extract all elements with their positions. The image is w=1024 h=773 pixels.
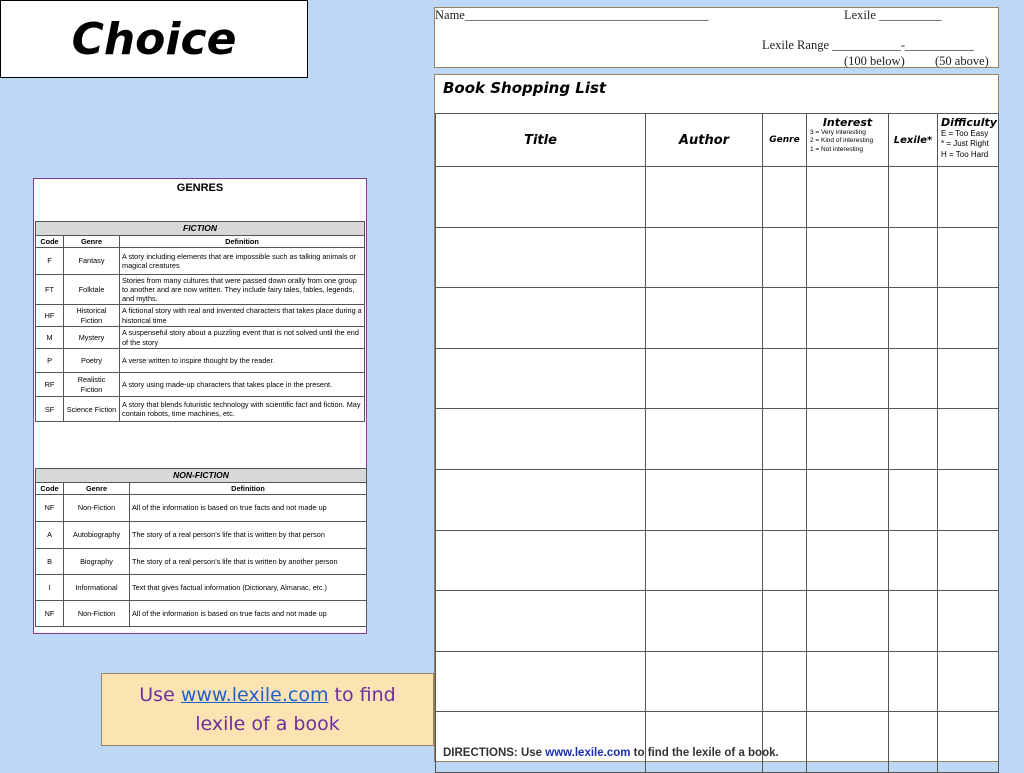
col-lexile: Lexile* — [889, 114, 938, 167]
book-author-cell[interactable] — [646, 167, 763, 228]
genre-genre-cell: Historical Fiction — [64, 305, 120, 327]
book-row — [436, 167, 999, 228]
book-title-cell[interactable] — [436, 167, 646, 228]
lexile-field[interactable]: Lexile __________ — [844, 8, 942, 22]
book-lexile-cell[interactable] — [889, 530, 938, 591]
genre-definition-cell: A fictional story with real and invented characters that takes place during a historical time — [120, 305, 365, 327]
book-row — [436, 469, 999, 530]
book-difficulty-cell[interactable] — [938, 591, 999, 652]
genre-code-cell: NF — [36, 494, 64, 521]
genres-panel — [33, 178, 367, 634]
genre-code-cell: I — [36, 574, 64, 600]
note-line2: lexile of a book — [195, 713, 340, 735]
genre-row — [36, 373, 365, 397]
book-author-cell[interactable] — [646, 288, 763, 349]
book-difficulty-cell[interactable] — [938, 227, 999, 288]
book-interest-cell[interactable] — [807, 712, 889, 773]
nonfiction-table — [35, 468, 367, 627]
col-genre: Genre — [763, 114, 807, 167]
difficulty-key: * = Just Right — [941, 139, 989, 149]
book-interest-cell[interactable] — [807, 591, 889, 652]
book-difficulty-cell[interactable] — [938, 651, 999, 712]
book-author-cell[interactable] — [646, 530, 763, 591]
book-shopping-list — [434, 74, 999, 762]
genre-code-cell: B — [36, 548, 64, 574]
book-interest-cell[interactable] — [807, 530, 889, 591]
shopping-list-title: Book Shopping List — [443, 79, 607, 97]
book-interest-cell[interactable] — [807, 651, 889, 712]
book-genre-cell[interactable] — [763, 712, 807, 773]
book-title-cell[interactable] — [436, 288, 646, 349]
book-row — [436, 348, 999, 409]
col-interest — [807, 114, 889, 167]
genre-genre-cell: Realistic Fiction — [64, 373, 120, 397]
book-genre-cell[interactable] — [763, 651, 807, 712]
page-title: Choice — [71, 13, 237, 65]
nonfiction-col-definition: Definition — [130, 482, 367, 494]
book-difficulty-cell[interactable] — [938, 530, 999, 591]
genre-row — [36, 349, 365, 373]
book-genre-cell[interactable] — [763, 591, 807, 652]
shopping-list-table — [435, 113, 999, 773]
book-genre-cell[interactable] — [763, 530, 807, 591]
book-row — [436, 409, 999, 470]
genre-definition-cell: A story including elements that are impossible such as talking animals or magical creatures — [120, 247, 365, 274]
genre-code-cell: A — [36, 521, 64, 548]
difficulty-key: H = Too Hard — [941, 149, 989, 159]
book-title-cell[interactable] — [436, 409, 646, 470]
book-interest-cell[interactable] — [807, 288, 889, 349]
genre-code-cell: F — [36, 247, 64, 274]
genre-row — [36, 548, 367, 574]
book-lexile-cell[interactable] — [889, 288, 938, 349]
directions-prefix: DIRECTIONS: Use — [443, 747, 546, 759]
student-info-box — [434, 7, 999, 68]
range-above-label: (50 above) — [935, 54, 989, 68]
book-lexile-cell[interactable] — [889, 712, 938, 773]
genre-definition-cell: A verse written to inspire thought by the reader. — [120, 349, 365, 373]
book-title-cell[interactable] — [436, 348, 646, 409]
book-author-cell[interactable] — [646, 227, 763, 288]
book-lexile-cell[interactable] — [889, 348, 938, 409]
book-lexile-cell[interactable] — [889, 409, 938, 470]
genres-heading: GENRES — [176, 182, 224, 194]
interest-key: 1 = Not interesting — [810, 145, 863, 153]
book-difficulty-cell[interactable] — [938, 167, 999, 228]
nonfiction-section-title: NON-FICTION — [36, 469, 367, 483]
book-lexile-cell[interactable] — [889, 591, 938, 652]
book-title-cell[interactable] — [436, 227, 646, 288]
book-interest-cell[interactable] — [807, 167, 889, 228]
genre-genre-cell: Science Fiction — [64, 397, 120, 422]
genre-code-cell: HF — [36, 305, 64, 327]
book-interest-cell[interactable] — [807, 227, 889, 288]
genre-genre-cell: Poetry — [64, 349, 120, 373]
title-box — [0, 0, 308, 78]
genre-definition-cell: All of the information is based on true facts and not made up — [130, 600, 367, 626]
book-author-cell[interactable] — [646, 469, 763, 530]
book-difficulty-cell[interactable] — [938, 348, 999, 409]
interest-key: 3 = Very interesting — [810, 129, 866, 136]
book-lexile-cell[interactable] — [889, 167, 938, 228]
difficulty-key: E = Too Easy — [941, 129, 989, 138]
genre-genre-cell: Folktale — [64, 274, 120, 304]
genre-code-cell: NF — [36, 600, 64, 626]
book-row — [436, 712, 999, 773]
genre-row — [36, 274, 365, 304]
col-author: Author — [646, 114, 763, 167]
genre-definition-cell: A suspenseful story about a puzzling event that is not solved until the end of the story — [120, 327, 365, 349]
genre-row — [36, 521, 367, 548]
genre-genre-cell: Fantasy — [64, 247, 120, 274]
genre-definition-cell: Text that gives factual information (Dictionary, Almanac, etc.) — [130, 574, 367, 600]
note-prefix: Use — [139, 684, 181, 706]
interest-key: 2 = Kind of interesting — [810, 137, 874, 145]
genre-genre-cell: Autobiography — [64, 521, 130, 548]
book-row — [436, 288, 999, 349]
nonfiction-col-genre: Genre — [64, 482, 130, 494]
fiction-col-definition: Definition — [120, 235, 365, 247]
genre-definition-cell: A story using made-up characters that takes place in the present. — [120, 373, 365, 397]
genre-definition-cell: The story of a real person’s life that is written by that person — [130, 521, 367, 548]
book-interest-cell[interactable] — [807, 348, 889, 409]
book-lexile-cell[interactable] — [889, 469, 938, 530]
genre-row — [36, 327, 365, 349]
interest-heading: Interest — [822, 116, 873, 129]
book-interest-cell[interactable] — [807, 409, 889, 470]
fiction-col-code: Code — [36, 235, 64, 247]
genre-row — [36, 305, 365, 327]
book-title-cell[interactable] — [436, 591, 646, 652]
book-row — [436, 591, 999, 652]
book-author-cell[interactable] — [646, 651, 763, 712]
lexile-note — [101, 673, 434, 746]
directions-suffix: to find the lexile of a book. — [630, 747, 779, 759]
book-genre-cell[interactable] — [763, 409, 807, 470]
genre-code-cell: RF — [36, 373, 64, 397]
book-author-cell[interactable] — [646, 591, 763, 652]
genre-definition-cell: A story that blends futuristic technology with scientific fact and fiction. May contain robots, time machines, etc. — [120, 397, 365, 422]
book-title-cell[interactable] — [436, 712, 646, 773]
genre-genre-cell: Informational — [64, 574, 130, 600]
lexile-range-field[interactable]: Lexile Range ___________-___________ — [762, 38, 974, 52]
book-author-cell[interactable] — [646, 409, 763, 470]
book-row — [436, 530, 999, 591]
fiction-col-genre: Genre — [64, 235, 120, 247]
note-suffix: to find — [328, 684, 396, 706]
genre-row — [36, 600, 367, 626]
genre-code-cell: FT — [36, 274, 64, 304]
genre-genre-cell: Non-Fiction — [64, 600, 130, 626]
book-interest-cell[interactable] — [807, 469, 889, 530]
genre-row — [36, 494, 367, 521]
genre-code-cell: M — [36, 327, 64, 349]
book-author-cell[interactable] — [646, 348, 763, 409]
fiction-section-title: FICTION — [36, 222, 365, 236]
genre-definition-cell: All of the information is based on true facts and not made up — [130, 494, 367, 521]
book-genre-cell[interactable] — [763, 348, 807, 409]
genre-code-cell: SF — [36, 397, 64, 422]
book-row — [436, 651, 999, 712]
book-genre-cell[interactable] — [763, 469, 807, 530]
name-field[interactable]: Name_______________________________________ — [435, 8, 709, 22]
genre-row — [36, 397, 365, 422]
book-genre-cell[interactable] — [763, 227, 807, 288]
genre-definition-cell: Stories from many cultures that were passed down orally from one group to another and are now written. They include fairy tales, fables, legends, and myths. — [120, 274, 365, 304]
book-lexile-cell[interactable] — [889, 651, 938, 712]
nonfiction-col-code: Code — [36, 482, 64, 494]
book-difficulty-cell[interactable] — [938, 469, 999, 530]
book-author-cell[interactable] — [646, 712, 763, 773]
book-genre-cell[interactable] — [763, 167, 807, 228]
genre-definition-cell: The story of a real person’s life that is written by another person — [130, 548, 367, 574]
lexile-link[interactable]: www.lexile.com — [180, 684, 329, 706]
book-title-cell[interactable] — [436, 469, 646, 530]
genre-row — [36, 574, 367, 600]
genre-genre-cell: Non-Fiction — [64, 494, 130, 521]
book-difficulty-cell[interactable] — [938, 288, 999, 349]
fiction-table — [35, 221, 365, 422]
genre-code-cell: P — [36, 349, 64, 373]
book-title-cell[interactable] — [436, 651, 646, 712]
difficulty-heading: Difficulty — [941, 116, 997, 129]
book-lexile-cell[interactable] — [889, 227, 938, 288]
genre-row — [36, 247, 365, 274]
range-below-label: (100 below) — [844, 54, 905, 68]
genre-genre-cell: Biography — [64, 548, 130, 574]
col-title: Title — [436, 114, 646, 167]
book-row — [436, 227, 999, 288]
book-difficulty-cell[interactable] — [938, 712, 999, 773]
col-difficulty — [938, 114, 999, 167]
book-genre-cell[interactable] — [763, 288, 807, 349]
book-difficulty-cell[interactable] — [938, 409, 999, 470]
book-title-cell[interactable] — [436, 530, 646, 591]
directions-link[interactable]: www.lexile.com — [545, 747, 631, 759]
directions-text — [443, 747, 779, 759]
genre-genre-cell: Mystery — [64, 327, 120, 349]
